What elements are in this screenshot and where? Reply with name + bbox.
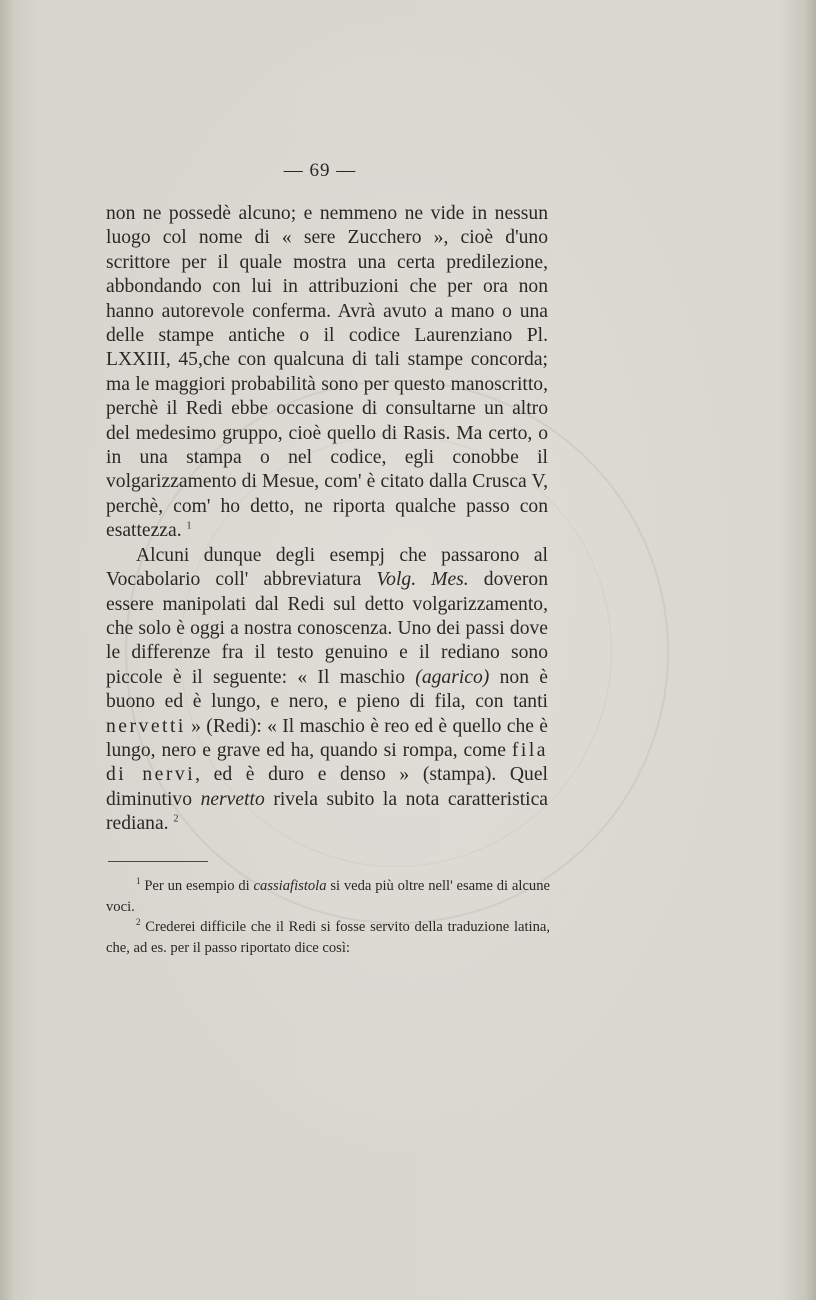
footnote-2 <box>106 917 550 958</box>
paragraph-2-part-4: » (Redi): « Il maschio è reo ed è quello che è lungo, nero e grave ed ha, quando si rompa, come <box>106 715 548 761</box>
footnote-1-before: Per un esempio di <box>144 878 254 894</box>
paragraph-1 <box>106 202 548 544</box>
paragraph-2 <box>106 544 548 837</box>
paragraph-2-part-1: Alcuni dunque degli esempj che passarono al Vocabolario coll' abbreviatura <box>106 544 548 591</box>
footnote-1-mark: 1 <box>136 876 141 887</box>
paragraph-1-text: non ne possedè alcuno; e nemmeno ne vide in nessun luogo col nome di « sere Zucchero », cioè d'uno scrittore per il quale mostra una certa predilezione, abbondando con lui in attribuzioni che per ora non hanno autorevole conferma. Avrà avuto a mano o una delle stampe antiche o il codice Laurenziano Pl. LXXIII, 45,che con qualcuna di tali stampe concorda; ma le maggiori probabilità sono per questo manoscritto, perchè il Redi ebbe occasione di consultarne un altro del medesimo gruppo, cioè quello di Rasis. Ma certo, o in una stampa o nel codice, egli conobbe il volgarizzamento di Mesue, com' è citato dalla Crusca V, perchè, com' ho detto, ne riporta qualche passo con esattezza. <box>106 203 548 542</box>
footnotes <box>106 876 550 958</box>
footnote-1-after: si veda più oltre nell' esame di alcune voci. <box>106 878 550 915</box>
footnote-1-italic: cassiafistola <box>253 878 327 894</box>
footnote-2-mark: 2 <box>136 917 141 928</box>
phrase-fila-di-nervi: fila di nervi <box>106 739 548 786</box>
footnote-divider <box>108 861 208 862</box>
word-nervetti: nervetti <box>106 715 186 737</box>
footnote-1 <box>106 876 550 917</box>
footnote-ref-1: 1 <box>186 520 192 532</box>
paragraph-2-part-3: non è buono ed è lungo, e nero, e pieno di fila, con tanti <box>106 666 548 713</box>
footnote-2-before: Crederei difficile che il Redi si fosse servito della traduzione latina, che, ad es. per il passo riportato dice così: <box>106 919 551 956</box>
paragraph-2-part-6: rivela subito la nota caratteristica rediana. <box>106 788 548 835</box>
main-text <box>106 202 548 837</box>
paragraph-2-part-5: , ed è duro e denso » (stampa). Quel diminutivo <box>106 764 548 810</box>
paragraph-2-part-2: doveron essere manipolati dal Redi sul detto volgarizzamento, che solo è oggi a nostra conoscenza. Uno dei passi dove le differenze fra il testo genuino e il rediano sono piccole è il seguente: « Il maschio <box>106 569 548 688</box>
word-nervetto: nervetto <box>200 788 265 810</box>
footnote-ref-2: 2 <box>173 813 179 825</box>
abbreviation-volg-mes: Volg. Mes. <box>376 569 469 591</box>
word-agarico: (agarico) <box>415 666 490 688</box>
page-number: — 69 — <box>283 160 357 181</box>
